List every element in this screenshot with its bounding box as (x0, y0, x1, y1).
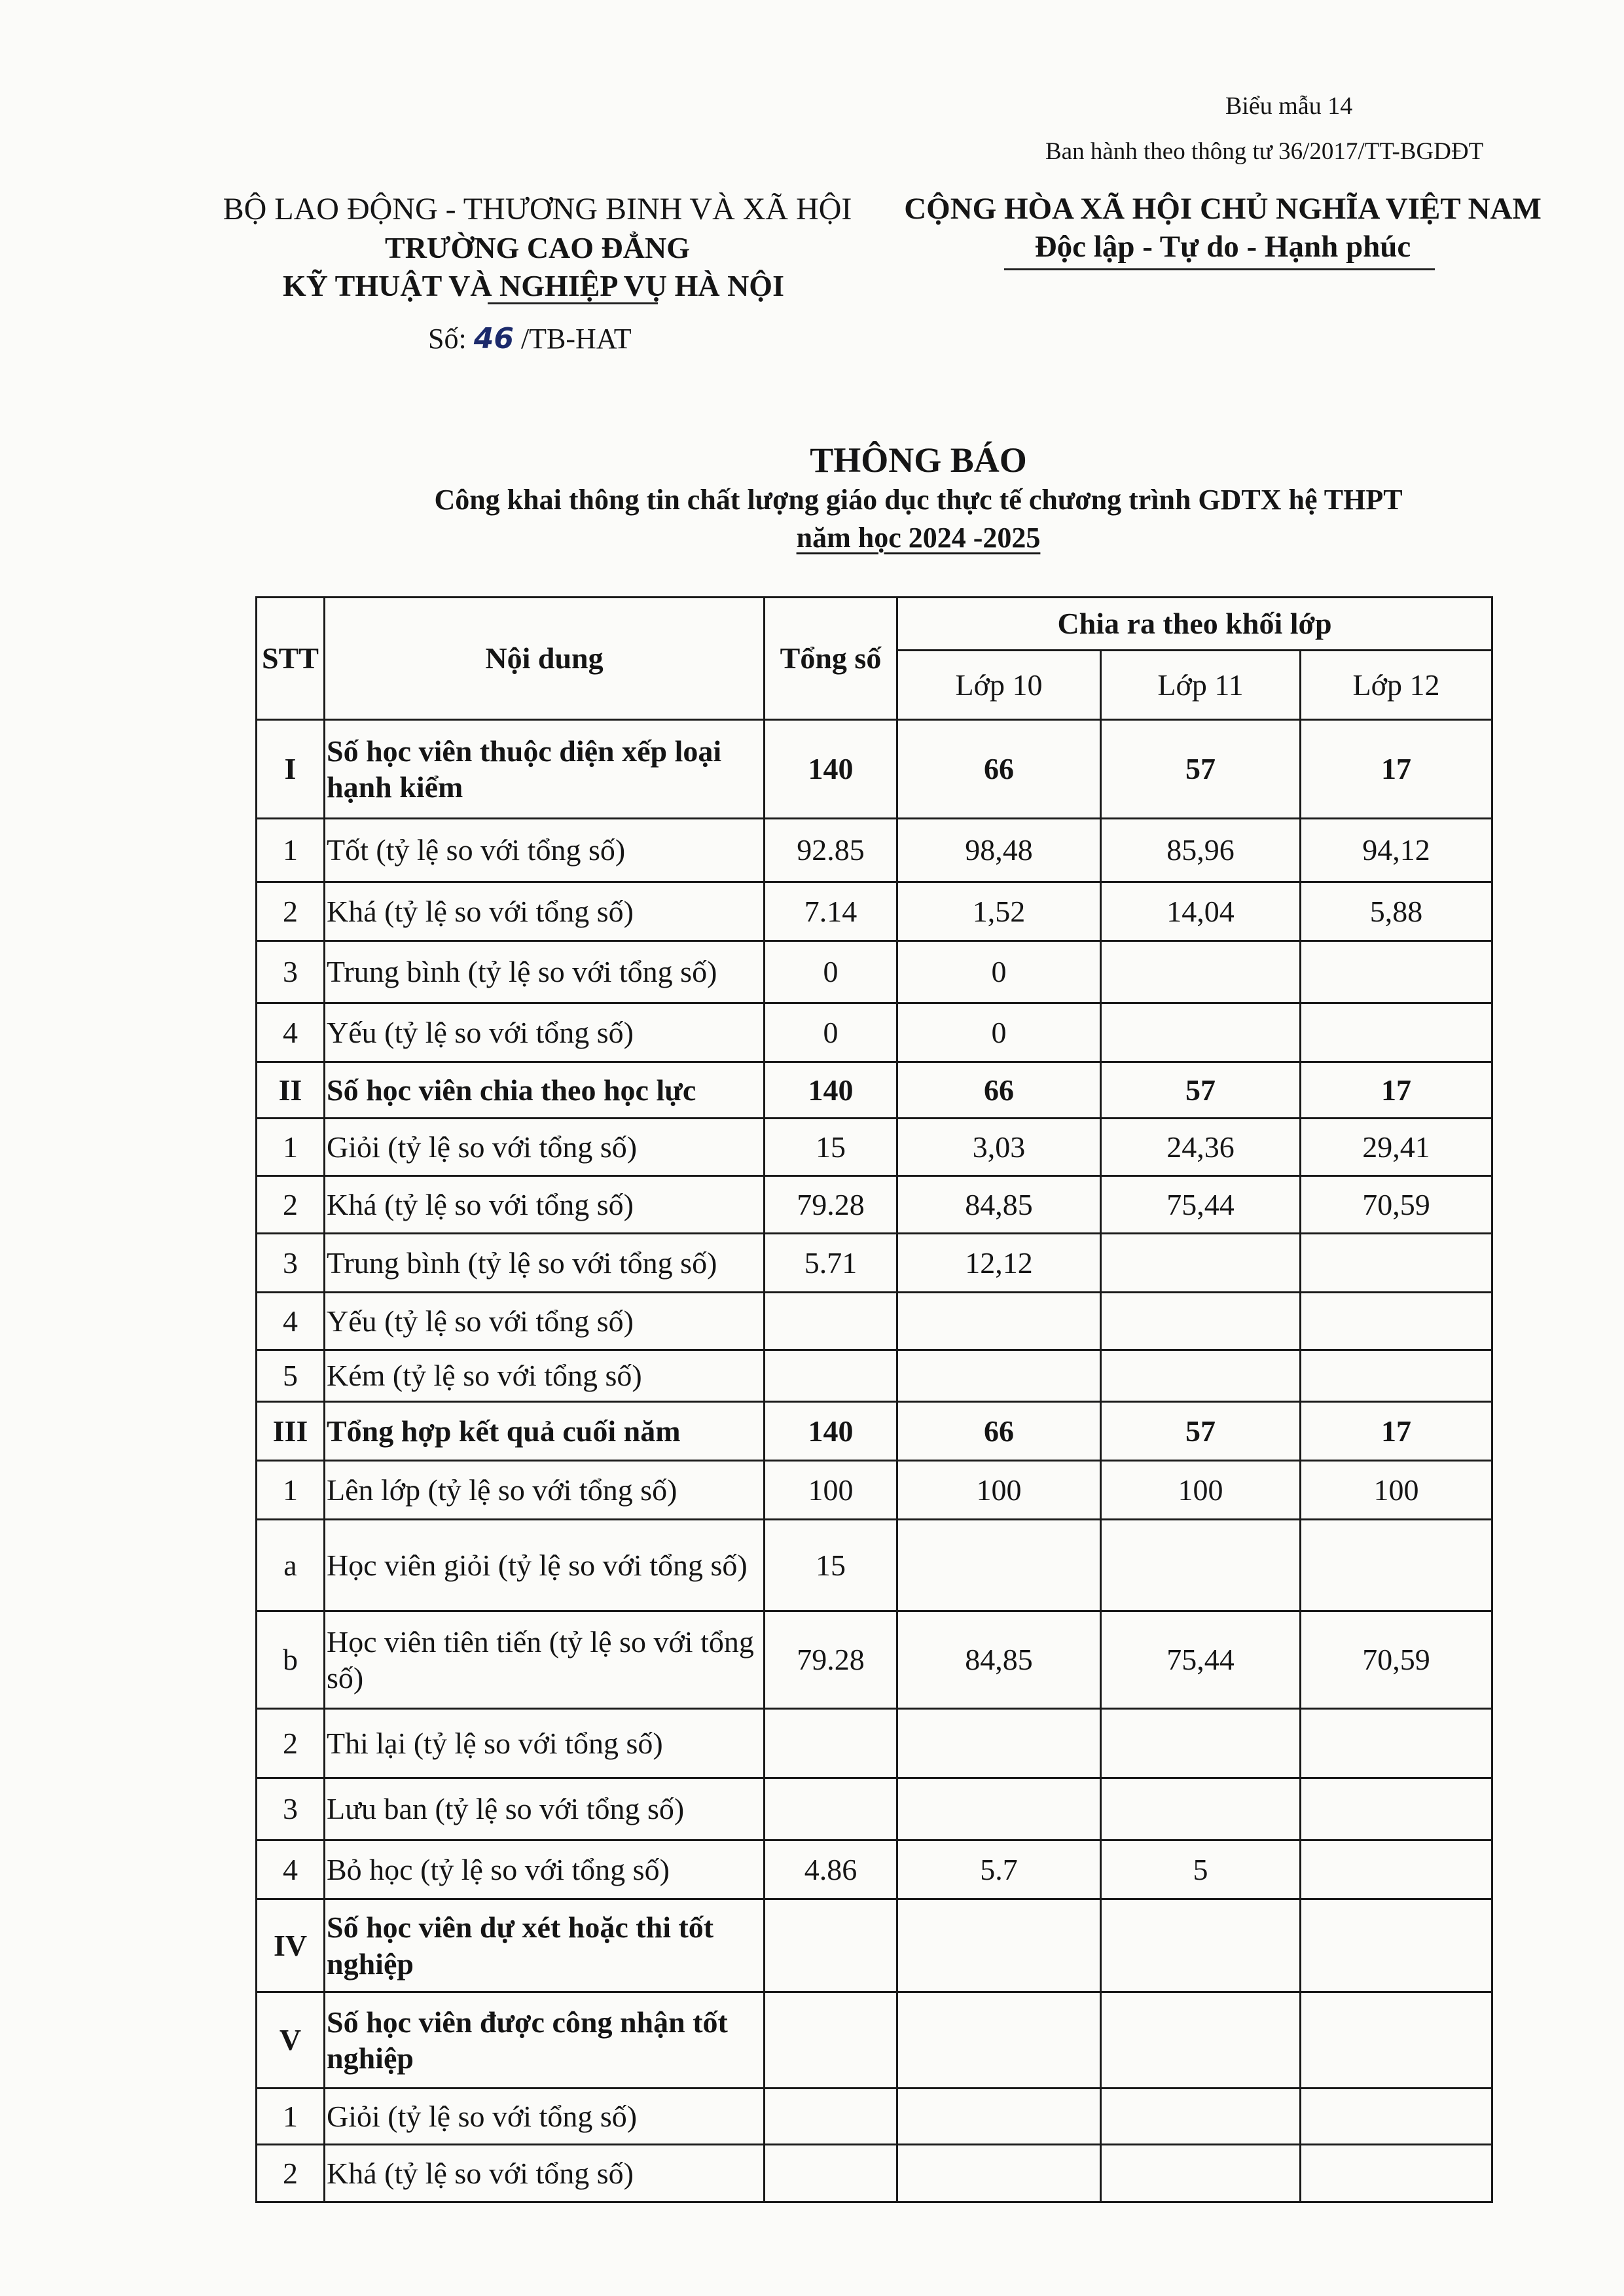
row-grade-11: 100 (1101, 1461, 1301, 1520)
row-grade-11 (1101, 1992, 1301, 2089)
row-content: Tổng hợp kết quả cuối năm (325, 1402, 765, 1461)
row-grade-12: 5,88 (1301, 882, 1492, 941)
row-grade-12: 70,59 (1301, 1611, 1492, 1709)
row-grade-10 (897, 1520, 1101, 1611)
header-content: Nội dung (325, 598, 765, 720)
row-content: Yếu (tỷ lệ so với tổng số) (325, 1293, 765, 1350)
table-row (257, 819, 1492, 882)
row-grade-12: 17 (1301, 1062, 1492, 1119)
table-row (257, 2089, 1492, 2145)
document-title: THÔNG BÁO (810, 440, 1027, 480)
row-grade-10: 100 (897, 1461, 1101, 1520)
row-grade-12 (1301, 1778, 1492, 1840)
row-content: Học viên giỏi (tỷ lệ so với tổng số) (325, 1520, 765, 1611)
row-stt: III (257, 1402, 325, 1461)
row-grade-10 (897, 2089, 1101, 2145)
table-row (257, 1293, 1492, 1350)
row-content: Trung bình (tỷ lệ so với tổng số) (325, 1234, 765, 1293)
row-stt: 1 (257, 1461, 325, 1520)
school-name-line2: KỸ THUẬT VÀ NGHIỆP VỤ HÀ NỘI (283, 269, 784, 302)
row-content: Thi lại (tỷ lệ so với tổng số) (325, 1709, 765, 1778)
row-grade-11: 24,36 (1101, 1119, 1301, 1176)
row-stt: a (257, 1520, 325, 1611)
number-handwritten: 46 (473, 322, 514, 355)
motto: Độc lập - Tự do - Hạnh phúc (1034, 230, 1411, 264)
row-grade-12 (1301, 2089, 1492, 2145)
row-stt: 3 (257, 1234, 325, 1293)
row-total (765, 1778, 897, 1840)
table-row (257, 1709, 1492, 1778)
row-total (765, 1709, 897, 1778)
table-row (257, 1840, 1492, 1899)
row-grade-11 (1101, 2089, 1301, 2145)
header-grade-12: Lớp 12 (1301, 651, 1492, 720)
row-stt: 2 (257, 2145, 325, 2202)
row-grade-10 (897, 1899, 1101, 1992)
row-grade-10: 98,48 (897, 819, 1101, 882)
row-grade-10: 0 (897, 941, 1101, 1003)
row-grade-10 (897, 1778, 1101, 1840)
row-stt: 4 (257, 1293, 325, 1350)
row-grade-11 (1101, 1350, 1301, 1402)
row-grade-11 (1101, 941, 1301, 1003)
row-stt: I (257, 720, 325, 819)
row-stt: 2 (257, 1709, 325, 1778)
table-row (257, 1402, 1492, 1461)
row-total: 92.85 (765, 819, 897, 882)
document-subtitle: Công khai thông tin chất lượng giáo dục thực tế chương trình GDTX hệ THPT (434, 484, 1403, 516)
row-content: Lưu ban (tỷ lệ so với tổng số) (325, 1778, 765, 1840)
number-suffix: /TB-HAT (520, 323, 632, 355)
row-content: Số học viên dự xét hoặc thi tốt nghiệp (325, 1899, 765, 1992)
row-grade-11: 5 (1101, 1840, 1301, 1899)
row-total (765, 1293, 897, 1350)
row-total: 4.86 (765, 1840, 897, 1899)
row-grade-12 (1301, 1840, 1492, 1899)
table-row (257, 720, 1492, 819)
row-grade-10 (897, 1293, 1101, 1350)
row-total (765, 2089, 897, 2145)
row-total: 7.14 (765, 882, 897, 941)
row-content: Lên lớp (tỷ lệ so với tổng số) (325, 1461, 765, 1520)
header-group: Chia ra theo khối lớp (897, 598, 1492, 651)
table-row (257, 882, 1492, 941)
table-row (257, 1003, 1492, 1062)
quality-table (255, 596, 1493, 2203)
row-grade-10: 12,12 (897, 1234, 1101, 1293)
row-grade-12 (1301, 941, 1492, 1003)
row-grade-12: 17 (1301, 1402, 1492, 1461)
row-stt: 1 (257, 2089, 325, 2145)
row-grade-12 (1301, 2145, 1492, 2202)
row-content: Khá (tỷ lệ so với tổng số) (325, 882, 765, 941)
row-grade-11 (1101, 1234, 1301, 1293)
row-total: 0 (765, 1003, 897, 1062)
table-row (257, 1899, 1492, 1992)
row-content: Tốt (tỷ lệ so với tổng số) (325, 819, 765, 882)
row-grade-12 (1301, 1709, 1492, 1778)
row-grade-12: 94,12 (1301, 819, 1492, 882)
row-grade-10: 3,03 (897, 1119, 1101, 1176)
row-grade-11 (1101, 1899, 1301, 1992)
row-grade-12 (1301, 1003, 1492, 1062)
row-total: 140 (765, 720, 897, 819)
row-grade-10 (897, 2145, 1101, 2202)
row-content: Giỏi (tỷ lệ so với tổng số) (325, 2089, 765, 2145)
row-grade-10: 66 (897, 1402, 1101, 1461)
header-grade-10: Lớp 10 (897, 651, 1101, 720)
row-content: Khá (tỷ lệ so với tổng số) (325, 2145, 765, 2202)
row-stt: 1 (257, 1119, 325, 1176)
row-total: 140 (765, 1402, 897, 1461)
row-content: Trung bình (tỷ lệ so với tổng số) (325, 941, 765, 1003)
row-total: 140 (765, 1062, 897, 1119)
row-total (765, 1992, 897, 2089)
header-total: Tổng số (765, 598, 897, 720)
row-stt: 1 (257, 819, 325, 882)
row-content: Số học viên thuộc diện xếp loại hạnh kiểm (325, 720, 765, 819)
row-grade-11 (1101, 1709, 1301, 1778)
table-row (257, 1520, 1492, 1611)
row-grade-10: 0 (897, 1003, 1101, 1062)
row-grade-11: 85,96 (1101, 819, 1301, 882)
row-grade-10: 1,52 (897, 882, 1101, 941)
table-row (257, 1461, 1492, 1520)
row-grade-11 (1101, 1520, 1301, 1611)
row-grade-11 (1101, 1293, 1301, 1350)
row-grade-10 (897, 1350, 1101, 1402)
row-total: 15 (765, 1520, 897, 1611)
table-row (257, 1234, 1492, 1293)
table-row (257, 1176, 1492, 1234)
table-row (257, 1611, 1492, 1709)
row-stt: 4 (257, 1840, 325, 1899)
row-content: Số học viên chia theo học lực (325, 1062, 765, 1119)
row-grade-12 (1301, 1350, 1492, 1402)
ministry-name: BỘ LAO ĐỘNG - THƯƠNG BINH VÀ XÃ HỘI (223, 192, 852, 226)
row-grade-11 (1101, 1778, 1301, 1840)
table-row (257, 1062, 1492, 1119)
table-row (257, 1119, 1492, 1176)
header-stt: STT (257, 598, 325, 720)
row-grade-10: 66 (897, 1062, 1101, 1119)
row-stt: 5 (257, 1350, 325, 1402)
school-underline (488, 302, 658, 304)
row-stt: 3 (257, 941, 325, 1003)
row-stt: II (257, 1062, 325, 1119)
row-content: Giỏi (tỷ lệ so với tổng số) (325, 1119, 765, 1176)
motto-underline (1004, 268, 1435, 270)
row-total: 79.28 (765, 1611, 897, 1709)
row-content: Kém (tỷ lệ so với tổng số) (325, 1350, 765, 1402)
row-grade-12: 17 (1301, 720, 1492, 819)
table-row (257, 2145, 1492, 2202)
table-row (257, 1992, 1492, 2089)
row-grade-11 (1101, 2145, 1301, 2202)
row-total: 79.28 (765, 1176, 897, 1234)
row-grade-10 (897, 1709, 1101, 1778)
row-grade-10: 5.7 (897, 1840, 1101, 1899)
row-grade-12 (1301, 1992, 1492, 2089)
row-grade-12: 100 (1301, 1461, 1492, 1520)
row-grade-11: 57 (1101, 1402, 1301, 1461)
row-grade-12 (1301, 1520, 1492, 1611)
row-total (765, 1899, 897, 1992)
row-content: Bỏ học (tỷ lệ so với tổng số) (325, 1840, 765, 1899)
table-row (257, 941, 1492, 1003)
row-grade-10: 84,85 (897, 1611, 1101, 1709)
row-total: 0 (765, 941, 897, 1003)
row-grade-11: 75,44 (1101, 1611, 1301, 1709)
row-grade-12 (1301, 1234, 1492, 1293)
row-stt: V (257, 1992, 325, 2089)
row-total: 5.71 (765, 1234, 897, 1293)
row-grade-10: 84,85 (897, 1176, 1101, 1234)
row-grade-12 (1301, 1293, 1492, 1350)
row-grade-10: 66 (897, 720, 1101, 819)
row-stt: 4 (257, 1003, 325, 1062)
row-content: Học viên tiên tiến (tỷ lệ so với tổng số) (325, 1611, 765, 1709)
row-stt: 2 (257, 882, 325, 941)
row-grade-11 (1101, 1003, 1301, 1062)
form-issued-by: Ban hành theo thông tư 36/2017/TT-BGDĐT (1045, 138, 1484, 165)
row-grade-11: 75,44 (1101, 1176, 1301, 1234)
row-stt: 2 (257, 1176, 325, 1234)
row-grade-12: 29,41 (1301, 1119, 1492, 1176)
row-content: Số học viên được công nhận tốt nghiệp (325, 1992, 765, 2089)
country-name: CỘNG HÒA XÃ HỘI CHỦ NGHĨA VIỆT NAM (904, 192, 1542, 226)
row-stt: 3 (257, 1778, 325, 1840)
row-total: 15 (765, 1119, 897, 1176)
row-stt: b (257, 1611, 325, 1709)
row-grade-11: 57 (1101, 720, 1301, 819)
school-name-line1: TRƯỜNG CAO ĐẲNG (385, 231, 690, 264)
row-grade-11: 57 (1101, 1062, 1301, 1119)
row-content: Yếu (tỷ lệ so với tổng số) (325, 1003, 765, 1062)
form-label: Biểu mẫu 14 (1225, 92, 1353, 120)
row-content: Khá (tỷ lệ so với tổng số) (325, 1176, 765, 1234)
table-row (257, 1350, 1492, 1402)
school-year: năm học 2024 -2025 (796, 522, 1041, 554)
row-grade-10 (897, 1992, 1101, 2089)
row-total (765, 2145, 897, 2202)
table-row (257, 1778, 1492, 1840)
row-total (765, 1350, 897, 1402)
number-prefix: Số: (428, 323, 467, 355)
row-grade-12 (1301, 1899, 1492, 1992)
row-grade-11: 14,04 (1101, 882, 1301, 941)
document-number (428, 322, 632, 355)
row-stt: IV (257, 1899, 325, 1992)
row-grade-12: 70,59 (1301, 1176, 1492, 1234)
header-grade-11: Lớp 11 (1101, 651, 1301, 720)
row-total: 100 (765, 1461, 897, 1520)
